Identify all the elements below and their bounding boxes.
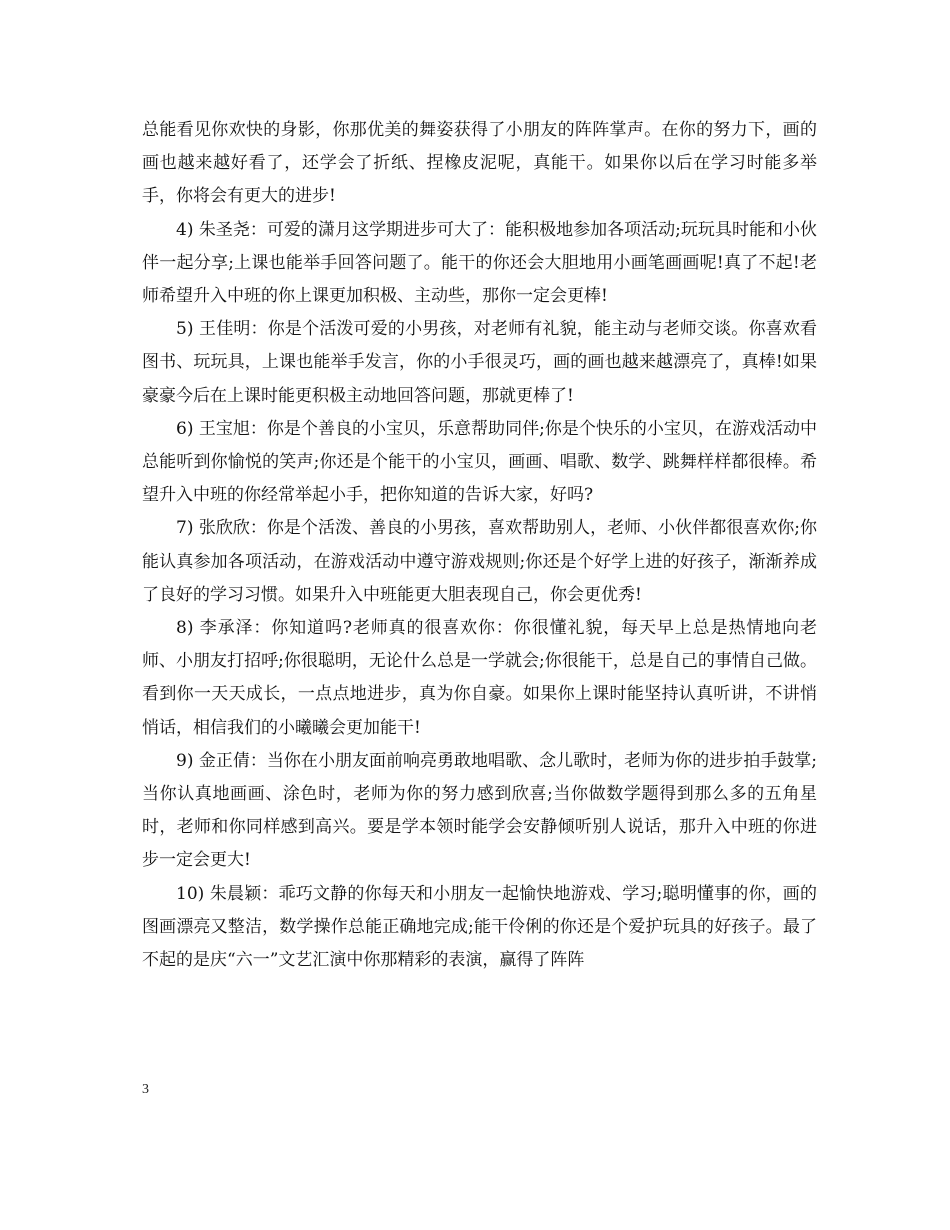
body-text bbox=[142, 114, 817, 977]
paragraph-item-7: 7) 张欣欣：你是个活泼、善良的小男孩，喜欢帮助别人，老师、小伙伴都很喜欢你;你能认真参加各项活动，在游戏活动中遵守游戏规则;你还是个好学上进的好孩子，渐渐养成了良好的学习习惯。如果升入中班能更大胆表现自己，你会更优秀! bbox=[142, 518, 817, 605]
paragraph-item-6: 6) 王宝旭：你是个善良的小宝贝，乐意帮助同伴;你是个快乐的小宝贝，在游戏活动中总能听到你愉悦的笑声;你还是个能干的小宝贝，画画、唱歌、数学、跳舞样样都很棒。希望升入中班的你经常举起小手，把你知道的告诉大家，好吗? bbox=[142, 418, 817, 506]
paragraph-item-10: 10) 朱晨颖：乖巧文静的你每天和小朋友一起愉快地游戏、学习;聪明懂事的你，画的图画漂亮又整洁，数学操作总能正确地完成;能干伶俐的你还是个爱护玩具的好孩子。最了不起的是庆“六一”文艺汇演中你那精彩的表演，赢得了阵阵 bbox=[142, 883, 817, 971]
paragraph-item-4: 4) 朱圣尧：可爱的潇月这学期进步可大了：能积极地参加各项活动;玩玩具时能和小伙伴一起分享;上课也能举手回答问题了。能干的你还会大胆地用小画笔画画呢!真了不起!老师希望升入中班的你上课更加积极、主动些，那你一定会更棒! bbox=[142, 219, 817, 307]
paragraph-item-9: 9) 金正倩：当你在小朋友面前响亮勇敢地唱歌、念儿歌时，老师为你的进步拍手鼓掌;当你认真地画画、涂色时，老师为你的努力感到欣喜;当你做数学题得到那么多的五角星时，老师和你同样感到高兴。要是学本领时能学会安静倾听别人说话，那升入中班的你进步一定会更大! bbox=[142, 750, 817, 871]
paragraph-item-8: 8) 李承泽：你知道吗?老师真的很喜欢你：你很懂礼貌，每天早上总是热情地向老师、小朋友打招呼;你很聪明，无论什么总是一学就会;你很能干，总是自己的事情自己做。看到你一天天成长，一点点地进步，真为你自豪。如果你上课时能坚持认真听讲，不讲悄悄话，相信我们的小曦曦会更加能干! bbox=[142, 618, 817, 738]
paragraph-continuation: 总能看见你欢快的身影，你那优美的舞姿获得了小朋友的阵阵掌声。在你的努力下，画的画也越来越好看了，还学会了折纸、捏橡皮泥呢，真能干。如果你以后在学习时能多举手，你将会有更大的进步! bbox=[142, 120, 817, 207]
page-number: 3 bbox=[142, 1082, 149, 1097]
paragraph-item-5: 5) 王佳明：你是个活泼可爱的小男孩，对老师有礼貌，能主动与老师交谈。你喜欢看图书、玩玩具，上课也能举手发言，你的小手很灵巧，画的画也越来越漂亮了，真棒!如果豪豪今后在上课时能更积极主动地回答问题，那就更棒了! bbox=[142, 319, 817, 406]
